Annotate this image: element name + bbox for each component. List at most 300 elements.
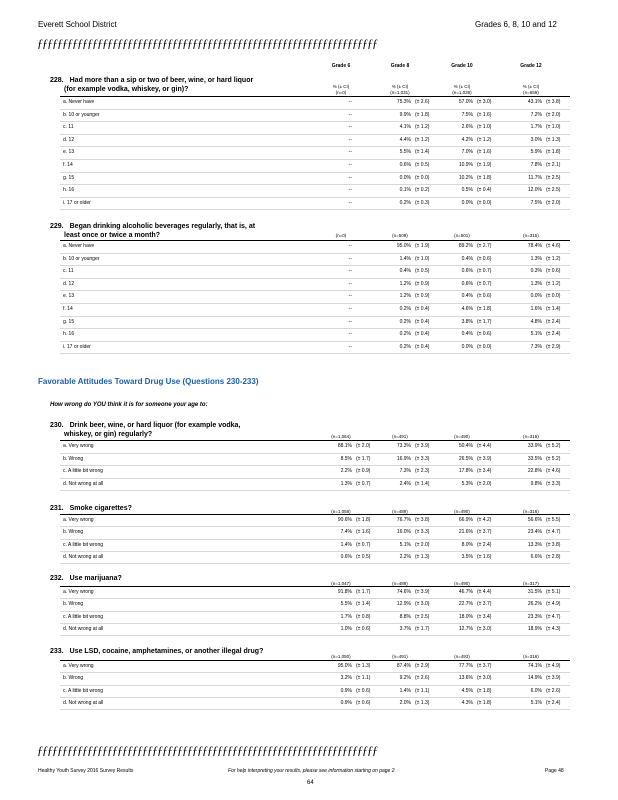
percent-value: 4.5% [461,687,473,694]
confidence-interval: (± 4.2) [477,517,492,523]
confidence-interval: (± 5.1) [546,589,561,595]
confidence-interval: (± 0.6) [356,699,371,706]
response-label: a. Very wrong [63,663,94,669]
grades-label: Grades 6, 8, 10 and 12 [475,20,557,29]
confidence-interval: (± 2.4) [546,318,561,325]
percent-value: 12.7% [458,625,473,632]
percent-value: 77.7% [458,663,473,669]
confidence-interval: (± 0.9) [415,280,430,287]
confidence-interval: (± 4.3) [546,625,561,632]
percent-value: 0.4% [461,293,473,300]
percent-value: 6.0% [530,687,542,694]
response-label: a. Never have [63,99,95,105]
confidence-interval: (± 1.6) [477,111,492,118]
confidence-interval: (± 1.8) [477,687,492,694]
confidence-interval: (± 1.2) [415,124,430,131]
percent-value: 1.2% [399,280,411,287]
table-row [60,441,570,454]
confidence-interval: (± 1.6) [477,553,492,560]
sample-size: (n=316) [523,654,539,659]
confidence-interval: (± 2.6) [415,99,430,105]
percent-value: 2.2% [340,468,352,475]
percent-value: 56.6% [527,517,542,523]
confidence-interval: (± 0.3) [415,199,430,206]
confidence-interval: (± 2.6) [546,687,561,694]
percent-value: 0.0% [399,174,411,181]
confidence-interval: (± 0.4) [477,187,492,194]
question-text-line-2: whiskey, or gin) regularly? [64,430,153,438]
table-row [60,279,570,292]
percent-value: 95.0% [337,663,352,669]
sample-size: (n=1,064) [331,434,351,439]
percent-value: 5.1% [399,541,411,548]
confidence-interval: (± 0.0) [477,199,492,206]
confidence-interval: (± 2.4) [546,331,561,338]
confidence-interval: (± 0.8) [356,613,371,620]
percent-value: -- [348,136,352,143]
confidence-interval: (± 4.9) [546,601,561,608]
percent-value: 0.5% [461,187,473,194]
footer-page: Page 48 [545,768,564,774]
question-number: 228. [50,77,64,84]
table-row [60,698,570,710]
response-label: d. Not wrong at all [63,553,104,560]
confidence-interval: (± 4.6) [546,243,561,249]
sample-size: (n=490) [454,434,470,439]
response-label: i. 17 or older [63,199,91,206]
response-label: c. 11 [63,268,74,275]
confidence-interval: (± 1.1) [415,687,430,694]
confidence-interval: (± 1.2) [546,280,561,287]
sample-size: (n=1,047) [331,581,351,586]
percent-value: 7.0% [461,149,473,156]
confidence-interval: (± 3.7) [477,663,492,669]
confidence-interval: (± 3.7) [477,529,492,536]
confidence-interval: (± 0.0) [546,293,561,300]
confidence-interval: (± 1.9) [477,162,492,168]
confidence-interval: (± 1.3) [415,699,430,706]
confidence-interval: (± 3.3) [415,529,430,536]
percent-value: 0.6% [399,162,411,168]
response-label: c. A little bit wrong [63,687,104,694]
response-label: b. 10 or younger [63,111,100,118]
response-label: b. Wrong [63,529,84,536]
percent-value: 33.5% [527,455,542,462]
confidence-interval: (± 1.3) [356,663,371,669]
confidence-interval: (± 1.4) [356,601,371,608]
percent-value: 12.0% [527,187,542,194]
percent-value: 21.6% [458,529,473,536]
q231-title [50,505,132,514]
confidence-interval: (± 1.3) [546,136,561,143]
confidence-interval: (± 1.6) [477,149,492,156]
question-text-line-2: (for example vodka, whiskey, or gin)? [64,85,189,93]
confidence-interval: (± 2.5) [546,187,561,194]
percent-value: 5.5% [340,601,352,608]
confidence-interval: (± 1.0) [415,255,430,262]
response-label: d. 12 [63,136,75,143]
sample-size: (n=1,058) [331,509,351,514]
confidence-interval: (± 2.0) [477,480,492,487]
response-label: g. 15 [63,174,75,181]
table-row [60,661,570,673]
percent-value: 22.7% [458,601,473,608]
confidence-interval: (± 1.2) [477,136,492,143]
confidence-interval: (± 5.2) [546,443,561,449]
sample-size: (n=316) [523,434,539,439]
percent-value: 1.2% [399,293,411,300]
confidence-interval: (± 1.3) [415,553,430,560]
confidence-interval: (± 1.4) [415,149,430,156]
confidence-interval: (± 0.6) [477,255,492,262]
percent-value: 4.3% [461,699,473,706]
percent-value: 2.0% [399,699,411,706]
sample-size: (n=489) [392,509,408,514]
response-label: e. 13 [63,293,75,300]
ci-label: % (± CI) [391,84,409,89]
sample-size: (n=1,038) [452,90,472,95]
table-row [60,527,570,539]
confidence-interval: (± 3.0) [477,675,492,682]
confidence-interval: (± 1.6) [356,529,371,536]
bottom-rule: ƒƒƒƒƒƒƒƒƒƒƒƒƒƒƒƒƒƒƒƒƒƒƒƒƒƒƒƒƒƒƒƒƒƒƒƒƒƒƒƒƒƒƒƒƒƒƒƒƒƒƒƒƒƒƒƒƒƒƒƒƒƒƒƒƒƒƒƒ [37,744,377,756]
percent-value: 76.7% [396,517,411,523]
percent-value: -- [348,306,352,312]
percent-value: 14.9% [527,675,542,682]
percent-value: 66.9% [458,517,473,523]
percent-value: 9.9% [399,111,411,118]
sample-size: (n=317) [523,581,539,586]
response-label: h. 16 [63,187,75,194]
percent-value: 26.5% [458,455,473,462]
percent-value: 4.8% [530,318,542,325]
confidence-interval: (± 0.6) [477,331,492,338]
percent-value: 1.7% [530,124,542,131]
sample-size: (n=0) [335,90,347,95]
table-row [60,599,570,611]
percent-value: 13.6% [458,675,473,682]
page-number: 64 [307,780,314,786]
percent-value: 9.2% [399,675,411,682]
percent-value: 33.9% [527,443,542,449]
percent-value: 2.6% [461,124,473,131]
confidence-interval: (± 0.4) [415,343,430,350]
question-number: 232. [50,575,64,582]
percent-value: 1.3% [530,280,542,287]
percent-value: 0.0% [530,293,542,300]
confidence-interval: (± 3.7) [477,601,492,608]
confidence-interval: (± 1.8) [477,306,492,312]
confidence-interval: (± 0.7) [477,280,492,287]
table-row [60,515,570,527]
q233-title [50,648,263,657]
table-row [60,329,570,342]
percent-value: 0.3% [530,268,542,275]
confidence-interval: (± 3.0) [477,99,492,105]
confidence-interval: (± 2.7) [477,243,492,249]
confidence-interval: (± 0.6) [356,687,371,694]
question-text-line-1: Began drinking alcoholic beverages regularly, that is, at [69,223,256,230]
confidence-interval: (± 0.7) [356,541,371,548]
q228-title [50,77,253,94]
table-row [60,686,570,698]
confidence-interval: (± 0.7) [356,480,371,487]
percent-value: 1.3% [340,480,352,487]
percent-value: -- [348,268,352,275]
confidence-interval: (± 1.7) [356,589,371,595]
confidence-interval: (± 0.5) [356,553,371,560]
response-label: a. Very wrong [63,517,94,523]
percent-value: 16.9% [396,455,411,462]
percent-value: 1.4% [399,687,411,694]
response-label: h. 16 [63,331,75,338]
percent-value: 1.7% [340,613,352,620]
percent-value: 43.1% [527,99,542,105]
percent-value: 18.9% [527,625,542,632]
table-row [60,110,570,123]
question-text-line-1: Use LSD, cocaine, amphetamines, or another illegal drug? [69,648,264,655]
table-row [60,540,570,552]
percent-value: 5.9% [530,149,542,156]
table-row [60,122,570,135]
percent-value: 87.4% [396,663,411,669]
percent-value: 2.2% [399,553,411,560]
confidence-interval: (± 2.5) [415,613,430,620]
percent-value: -- [348,149,352,156]
confidence-interval: (± 3.4) [477,613,492,620]
percent-value: 3.7% [399,625,411,632]
percent-value: 4.1% [399,124,411,131]
question-text-line-2: least once or twice a month? [64,231,161,239]
question-number: 231. [50,505,64,512]
percent-value: 50.4% [458,443,473,449]
confidence-interval: (± 3.0) [477,625,492,632]
sample-size: (n=1,031) [390,90,410,95]
grade-header-12: Grade 12 [520,63,542,69]
confidence-interval: (± 2.4) [546,699,561,706]
percent-value: 23.3% [527,613,542,620]
percent-value: 3.8% [461,318,473,325]
q230-title [50,422,240,439]
percent-value: 13.3% [527,541,542,548]
confidence-interval: (± 0.5) [415,268,430,275]
top-rule: ƒƒƒƒƒƒƒƒƒƒƒƒƒƒƒƒƒƒƒƒƒƒƒƒƒƒƒƒƒƒƒƒƒƒƒƒƒƒƒƒƒƒƒƒƒƒƒƒƒƒƒƒƒƒƒƒƒƒƒƒƒƒƒƒƒƒƒƒ [37,37,377,49]
question-number: 233. [50,648,64,655]
response-label: b. Wrong [63,601,84,608]
confidence-interval: (± 3.9) [477,455,492,462]
sample-size: (n=1,050) [331,654,351,659]
question-text-line-1: Smoke cigarettes? [69,505,132,512]
percent-value: 78.4% [527,243,542,249]
confidence-interval: (± 3.8) [415,517,430,523]
confidence-interval: (± 1.8) [477,699,492,706]
confidence-interval: (± 4.9) [546,663,561,669]
confidence-interval: (± 1.8) [356,517,371,523]
sample-size: (n=490) [454,581,470,586]
confidence-interval: (± 0.0) [415,174,430,181]
grade-header-10: Grade 10 [451,63,473,69]
confidence-interval: (± 1.8) [415,111,430,118]
confidence-interval: (± 0.6) [356,625,371,632]
grade-header-6: Grade 6 [331,63,351,69]
confidence-interval: (± 3.3) [415,455,430,462]
response-label: b. Wrong [63,675,84,682]
table-row [60,185,570,198]
table-row [60,241,570,254]
table-row [60,612,570,624]
table-row [60,147,570,160]
district-name: Everett School District [38,20,117,29]
confidence-interval: (± 0.4) [415,318,430,325]
confidence-interval: (± 2.9) [415,663,430,669]
confidence-interval: (± 1.4) [415,480,430,487]
response-label: a. Never have [63,243,95,249]
q229-title [50,223,255,240]
confidence-interval: (± 4.7) [546,529,561,536]
percent-value: 23.4% [527,529,542,536]
confidence-interval: (± 0.9) [356,468,371,475]
sample-size: (n=0) [335,233,347,238]
sample-size: (n=491) [392,434,408,439]
percent-value: 95.0% [396,243,411,249]
sample-size: (n=491) [392,654,408,659]
table-row [60,198,570,211]
table-row [60,266,570,279]
percent-value: 74.1% [527,663,542,669]
confidence-interval: (± 3.4) [477,468,492,475]
percent-value: 90.6% [337,517,352,523]
response-label: f. 14 [63,162,73,168]
table-row [60,587,570,599]
confidence-interval: (± 0.6) [546,268,561,275]
percent-value: -- [348,318,352,325]
sample-size: (n=490) [454,509,470,514]
grade-header-8: Grade 8 [390,63,410,69]
response-label: i. 17 or older [63,343,91,350]
response-label: d. Not wrong at all [63,625,104,632]
percent-value: -- [348,243,352,249]
confidence-interval: (± 2.4) [477,541,492,548]
confidence-interval: (± 1.4) [546,306,561,312]
confidence-interval: (± 2.9) [546,343,561,350]
percent-value: 0.2% [399,343,411,350]
confidence-interval: (± 0.0) [477,343,492,350]
confidence-interval: (± 1.0) [477,124,492,131]
percent-value: -- [348,280,352,287]
percent-value: 0.2% [399,306,411,312]
percent-value: 7.3% [399,468,411,475]
confidence-interval: (± 2.3) [415,468,430,475]
table-row [60,466,570,479]
percent-value: 91.8% [337,589,352,595]
response-label: e. 13 [63,149,75,156]
percent-value: 2.4% [399,480,411,487]
confidence-interval: (± 1.7) [477,318,492,325]
confidence-interval: (± 0.6) [477,293,492,300]
table-row [60,135,570,148]
confidence-interval: (± 0.2) [415,187,430,194]
percent-value: 3.0% [530,136,542,143]
question-text-line-1: Had more than a sip or two of beer, wine, or hard liquor [69,77,254,84]
table-row [60,552,570,564]
percent-value: 0.6% [340,553,352,560]
percent-value: -- [348,343,352,350]
percent-value: 0.1% [399,187,411,194]
response-label: c. A little bit wrong [63,468,104,475]
percent-value: 0.9% [340,699,352,706]
confidence-interval: (± 1.9) [415,243,430,249]
percent-value: 1.4% [340,541,352,548]
footer-left: Healthy Youth Survey 2016 Survey Results [38,768,134,774]
percent-value: 31.5% [527,589,542,595]
question-number: 230. [50,422,64,429]
percent-value: 0.6% [461,268,473,275]
response-label: g. 15 [63,318,75,325]
percent-value: 4.6% [461,306,473,312]
confidence-interval: (± 4.7) [546,613,561,620]
confidence-interval: (± 4.6) [546,468,561,475]
confidence-interval: (± 2.5) [546,174,561,181]
percent-value: 11.7% [528,174,542,181]
percent-value: 0.4% [399,268,411,275]
confidence-interval: (± 1.2) [415,136,430,143]
percent-value: 1.4% [399,255,411,262]
percent-value: -- [348,162,352,168]
percent-value: 10.2% [458,174,473,181]
table-row [60,317,570,330]
percent-value: 5.1% [530,699,542,706]
response-label: d. 12 [63,280,75,287]
sample-size: (n=656) [523,90,539,95]
percent-value: 12.9% [396,601,411,608]
percent-value: -- [348,199,352,206]
percent-value: 1.0% [340,625,352,632]
ci-label: % (± CI) [522,84,540,89]
response-label: a. Very wrong [63,443,94,449]
q232-title [50,575,122,584]
percent-value: -- [348,111,352,118]
percent-value: 7.4% [340,529,352,536]
confidence-interval: (± 2.1) [546,162,561,168]
sample-size: (n=316) [523,509,539,514]
table-row [60,304,570,317]
confidence-interval: (± 2.0) [546,199,561,206]
percent-value: 0.2% [399,331,411,338]
confidence-interval: (± 1.2) [546,255,561,262]
percent-value: 16.0% [396,529,411,536]
percent-value: 3.5% [461,553,473,560]
percent-value: 88.1% [337,443,352,449]
percent-value: 0.0% [461,343,473,350]
table-row [60,160,570,173]
percent-value: 1.6% [530,306,542,312]
percent-value: 0.4% [461,255,473,262]
table-row [60,454,570,467]
sample-size: (n=489) [392,581,408,586]
percent-value: 5.3% [461,480,473,487]
percent-value: 17.8% [458,468,473,475]
percent-value: 4.2% [461,136,473,143]
sample-size: (n=493) [454,654,470,659]
confidence-interval: (± 0.7) [477,268,492,275]
confidence-interval: (± 3.9) [415,589,430,595]
percent-value: 73.3% [396,443,411,449]
response-label: c. 11 [63,124,74,131]
percent-value: 5.1% [530,331,542,338]
response-label: b. Wrong [63,455,84,462]
confidence-interval: (± 4.4) [477,589,492,595]
percent-value: 3.2% [340,675,352,682]
